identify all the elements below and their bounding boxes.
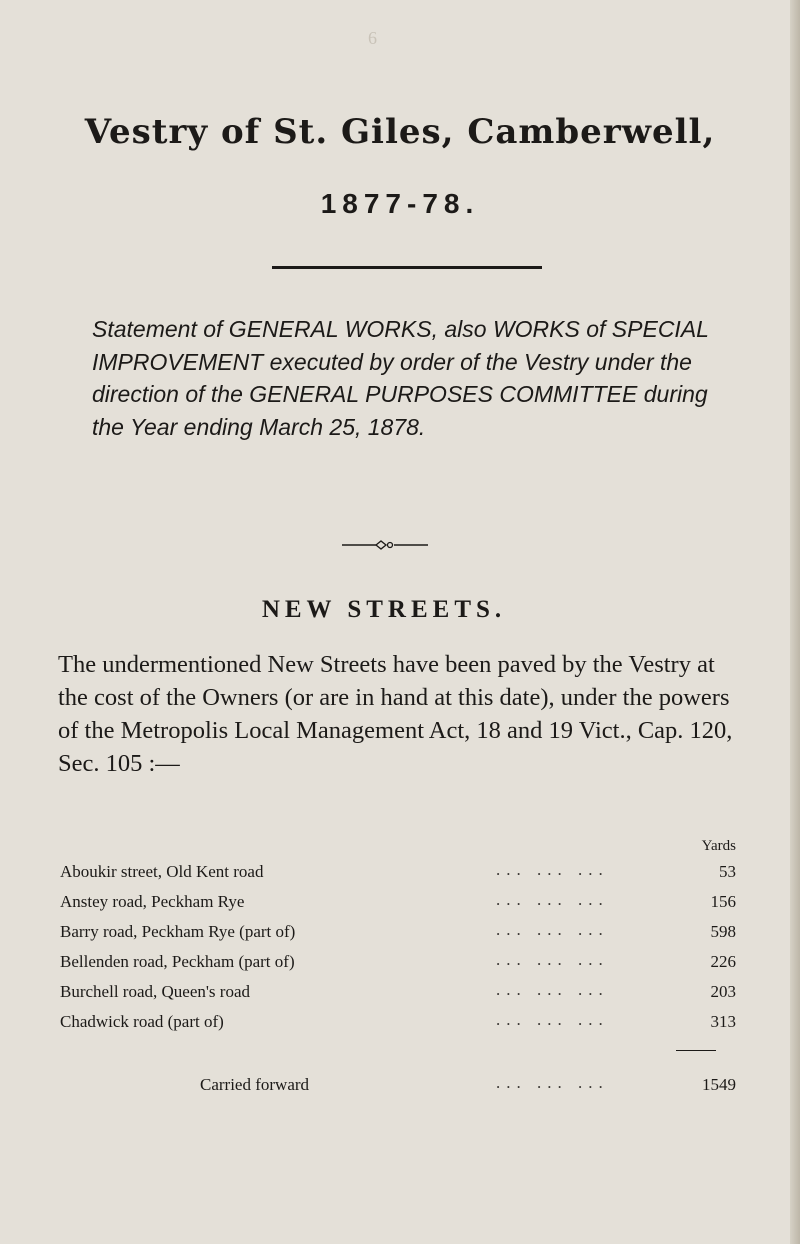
leader-dots: ... ... ... [496, 890, 609, 909]
intro-paragraph: The undermentioned New Streets have been paved by the Vestry at the cost of the Owners (or are in hand at this date), under the powers of the Metropolis Local Management Act, 18 and 19 Vict., Cap. 120, Sec. 105 :— [58, 651, 733, 777]
carried-forward-row [60, 1075, 740, 1105]
street-yards: 53 [719, 862, 736, 881]
street-yards: 156 [710, 892, 736, 911]
section-heading: NEW STREETS. [261, 596, 507, 623]
leader-dots: ... ... ... [496, 1010, 609, 1029]
document-year: 1877-78. [320, 188, 480, 219]
list-item [60, 952, 740, 982]
street-name: Burchell road, Queen's road [60, 982, 250, 1001]
street-list [60, 862, 740, 1042]
street-name: Aboukir street, Old Kent road [60, 862, 264, 881]
list-item [60, 862, 740, 892]
list-item [60, 1012, 740, 1042]
leader-dots: ... ... ... [496, 1073, 609, 1092]
carried-forward-yards: 1549 [702, 1075, 736, 1094]
street-yards: 313 [710, 1012, 736, 1031]
list-item [60, 922, 740, 952]
ornament-divider [340, 538, 430, 552]
document-title: Vestry of St. Giles, Camberwell, [84, 112, 716, 152]
leader-dots: ... ... ... [496, 950, 609, 969]
carried-forward-label: Carried forward [200, 1075, 310, 1094]
street-yards: 203 [710, 982, 736, 1001]
title-rule [272, 266, 542, 269]
street-yards: 226 [710, 952, 736, 971]
total-rule [676, 1050, 716, 1051]
street-yards: 598 [710, 922, 736, 941]
street-name: Anstey road, Peckham Rye [60, 892, 245, 911]
page-gutter [790, 0, 800, 1244]
street-name: Bellenden road, Peckham (part of) [60, 952, 295, 971]
statement-text: Statement of GENERAL WORKS, also WORKS of SPECIAL IMPROVEMENT executed by order of the Vestry under the direction of the GENERAL PURPOSES COMMITTEE during the Year ending March 25, 1878. [92, 316, 709, 440]
list-item [60, 982, 740, 1012]
leader-dots: ... ... ... [496, 860, 609, 879]
leader-dots: ... ... ... [496, 980, 609, 999]
street-name: Chadwick road (part of) [60, 1012, 224, 1031]
list-item [60, 892, 740, 922]
street-name: Barry road, Peckham Rye (part of) [60, 922, 296, 941]
units-label: Yards [701, 838, 736, 854]
page-number: 6 [368, 28, 377, 48]
leader-dots: ... ... ... [496, 920, 609, 939]
